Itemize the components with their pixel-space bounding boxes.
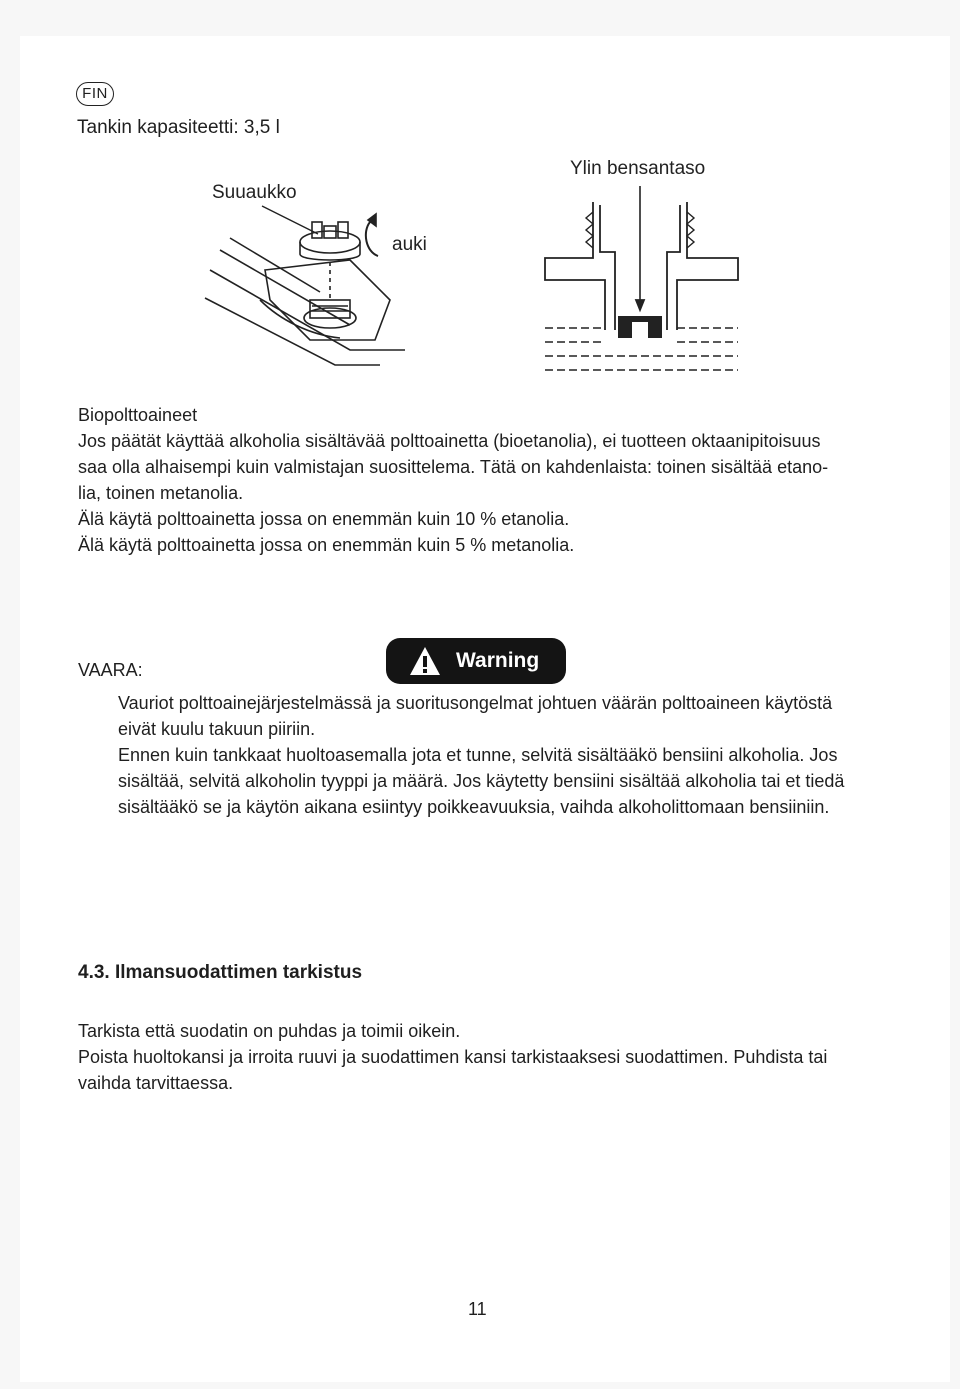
page-number: 11 [468,1299,487,1319]
biofuel-section [78,402,898,558]
warning-line-1: Vauriot polttoainejärjestelmässä ja suoritusongelmat johtuen väärän polttoaineen käytöstä [118,693,833,713]
warning-line-3: Ennen kuin tankkaat huoltoasemalla jota et tunne, selvitä sisältääkö bensiini alkoholia. Jos [118,745,838,765]
biofuel-line-2: saa olla alhaisempi kuin valmistajan suosittelema. Tätä on kahdenlaista: toinen sisältää etano- [78,457,829,477]
language-badge: FIN [76,82,114,106]
biofuel-line-3: lia, toinen metanolia. [78,483,244,503]
warning-text [118,690,898,820]
section-line-3: vaihda tarvittaessa. [78,1073,234,1093]
warning-badge-label: Warning [456,649,540,672]
biofuel-line-5: Älä käytä polttoainetta jossa on enemmän kuin 5 % metanolia. [78,535,575,555]
biofuel-line-1: Jos päätät käyttää alkoholia sisältävää polttoainetta (bioetanolia), ei tuotteen oktaanipitoisuus [78,431,821,451]
biofuel-line-4: Älä käytä polttoainetta jossa on enemmän kuin 10 % etanolia. [78,509,570,529]
biofuel-heading: Biopolttoaineet [78,405,198,425]
filler-label-leader [262,206,318,234]
fuel-tank-diagram [200,150,760,395]
max-fuel-level-label: Ylin bensantaso [570,158,706,179]
warning-label: VAARA: [78,660,143,680]
warning-triangle-icon [408,645,442,677]
warning-badge [386,638,566,684]
warning-line-5: sisältääkö se ja käytön aikana esiintyy poikkeavuuksia, vaihda alkoholittomaan bensiiniin. [118,797,830,817]
filler-cap-illustration [205,214,405,365]
warning-line-4: sisältää, selvitä alkoholin tyyppi ja määrä. Jos käytetty bensiini sisältää alkoholia tai et tiedä [118,771,845,791]
section-line-1: Tarkista että suodatin on puhdas ja toimii oikein. [78,1021,461,1041]
section-title: 4.3. Ilmansuodattimen tarkistus [78,962,363,983]
max-level-cross-section [545,186,738,338]
section-body [78,1018,898,1096]
filler-opening-label: Suuaukko [212,182,297,203]
section-line-2: Poista huoltokansi ja irroita ruuvi ja suodattimen kansi tarkistaaksesi suodattimen. Puhdista tai [78,1047,828,1067]
warning-row [78,638,898,688]
tank-capacity-text: Tankin kapasiteetti: 3,5 l [77,117,280,138]
warning-line-2: eivät kuulu takuun piiriin. [118,719,316,739]
open-direction-label: auki [392,234,427,255]
